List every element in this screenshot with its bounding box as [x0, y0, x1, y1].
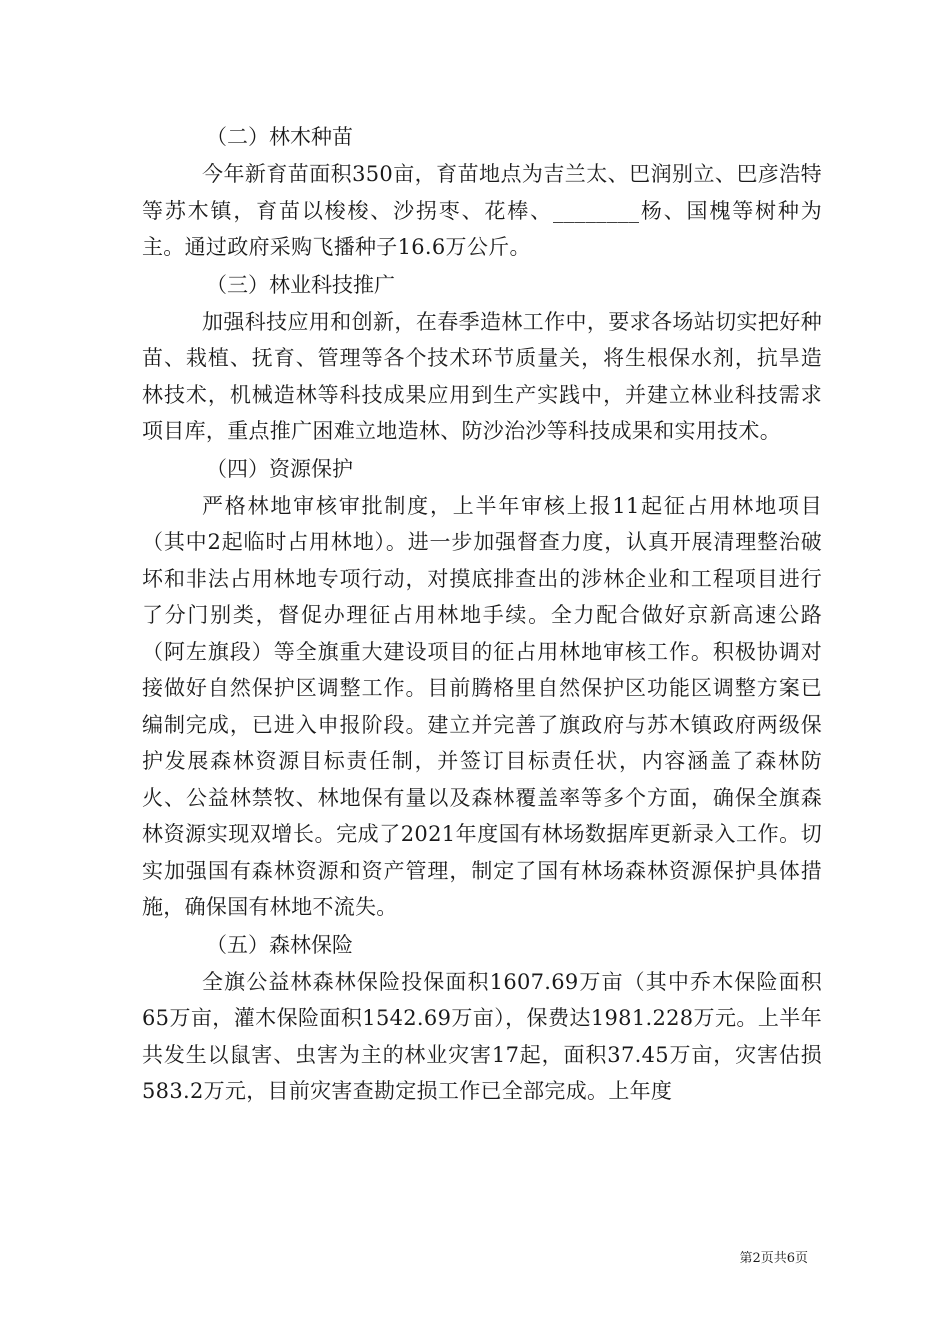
section-heading-resource-protection: （四）资源保护: [206, 456, 353, 481]
section-heading-tech-promotion: （三）林业科技推广: [206, 272, 395, 297]
section-heading-seedlings: （二）林木种苗: [206, 125, 353, 149]
page-number-footer: 第2页共6页: [739, 1251, 808, 1266]
document-body: [142, 118, 822, 1110]
section-paragraph-forest-insurance: 全旗公益林森林保险投保面积1607.69万亩（其中乔木保险面积65万亩，灌木保险面积1542.69万亩），保费达1981.228万元。上半年共发生以鼠害、虫害为主的林业灾害17起，面积37.45万亩，灾害估损583.2万元，目前灾害查勘定损工作已全部完成。上年度: [142, 969, 822, 1103]
section-paragraph-resource-protection: 严格林地审核审批制度，上半年审核上报11起征占用林地项目（其中2起临时占用林地）。进一步加强督查力度，认真开展清理整治破坏和非法占用林地专项行动，对摸底排查出的涉林企业和工程项目进行了分门别类，督促办理征占用林地手续。全力配合做好京新高速公路（阿左旗段）等全旗重大建设项目的征占用林地审核工作。积极协调对接做好自然保护区调整工作。目前腾格里自然保护区功能区调整方案已编制完成，已进入申报阶段。建立并完善了旗政府与苏木镇政府两级保护发展森林资源目标责任制，并签订目标责任状，内容涵盖了森林防火、公益林禁牧、林地保有量以及森林覆盖率等多个方面，确保全旗森林资源实现双增长。完成了2021年度国有林场数据库更新录入工作。切实加强国有森林资源和资产管理，制定了国有林场森林资源保护具体措施，确保国有林地不流失。: [142, 493, 822, 919]
section-heading-forest-insurance: （五）森林保险: [206, 932, 353, 957]
section-paragraph-tech-promotion: 加强科技应用和创新，在春季造林工作中，要求各场站切实把好种苗、栽植、抚育、管理等各个技术环节质量关，将生根保水剂，抗旱造林技术，机械造林等科技成果应用到生产实践中，并建立林业科技需求项目库，重点推广困难立地造林、防沙治沙等科技成果和实用技术。: [142, 309, 822, 443]
section-paragraph-seedlings: 今年新育苗面积350亩，育苗地点为吉兰太、巴润别立、巴彦浩特等苏木镇，育苗以梭梭、沙拐枣、花棒、________杨、国槐等树种为主。通过政府采购飞播种子16.6万公斤。: [142, 162, 822, 259]
